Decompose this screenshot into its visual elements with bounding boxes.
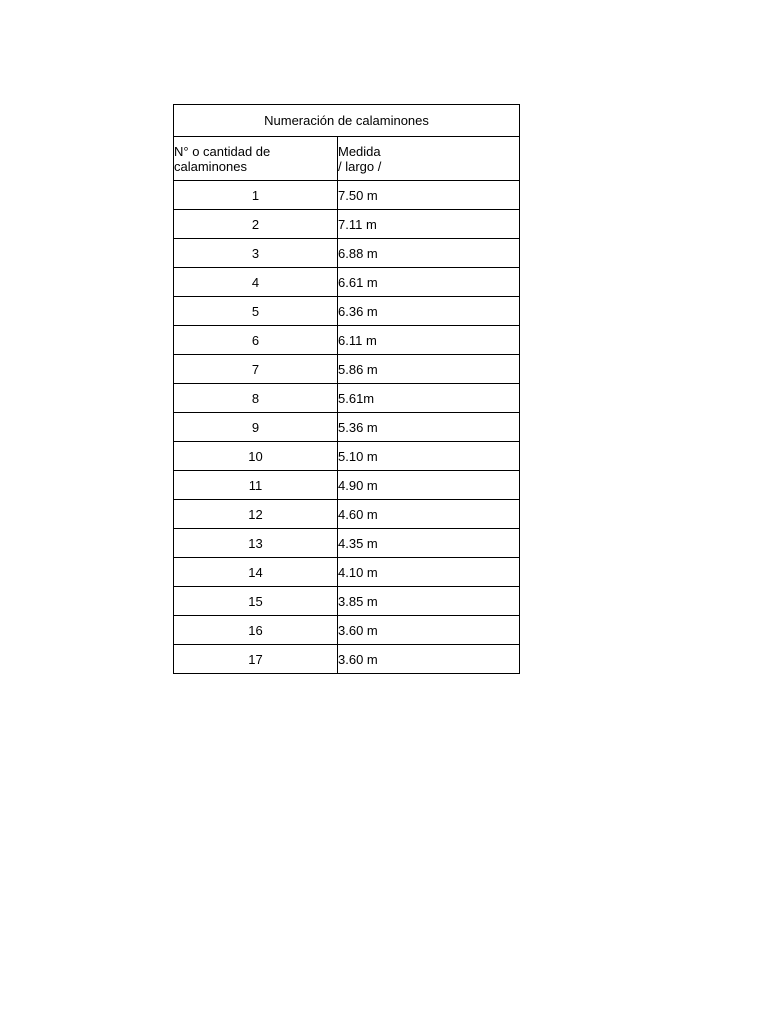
table-row — [174, 645, 520, 674]
table-row — [174, 326, 520, 355]
table-row — [174, 181, 520, 210]
quantity-cell: 13 — [174, 529, 338, 558]
quantity-cell: 3 — [174, 239, 338, 268]
quantity-cell: 4 — [174, 268, 338, 297]
header-length — [338, 137, 520, 181]
length-cell: 4.60 m — [338, 500, 520, 529]
length-cell: 6.61 m — [338, 268, 520, 297]
quantity-cell: 7 — [174, 355, 338, 384]
length-cell: 4.90 m — [338, 471, 520, 500]
header-length-line1: Medida — [338, 143, 381, 159]
table-title: Numeración de calaminones — [174, 105, 520, 137]
length-cell: 6.36 m — [338, 297, 520, 326]
quantity-cell: 11 — [174, 471, 338, 500]
table-row — [174, 239, 520, 268]
table-title-row — [174, 105, 520, 137]
table-row — [174, 210, 520, 239]
quantity-cell: 17 — [174, 645, 338, 674]
length-cell: 6.88 m — [338, 239, 520, 268]
length-cell: 7.11 m — [338, 210, 520, 239]
length-cell: 4.35 m — [338, 529, 520, 558]
header-quantity-line2: calaminones — [174, 158, 247, 174]
header-quantity — [174, 137, 338, 181]
length-cell: 4.10 m — [338, 558, 520, 587]
table-row — [174, 587, 520, 616]
table-row — [174, 500, 520, 529]
calaminones-table — [173, 104, 520, 674]
table-body — [174, 181, 520, 674]
length-cell: 5.36 m — [338, 413, 520, 442]
table-header-row — [174, 137, 520, 181]
quantity-cell: 8 — [174, 384, 338, 413]
table-row — [174, 355, 520, 384]
table-row — [174, 384, 520, 413]
table-row — [174, 268, 520, 297]
header-length-line2: / largo / — [338, 158, 382, 174]
length-cell: 5.10 m — [338, 442, 520, 471]
header-quantity-line1: N° o cantidad de — [174, 143, 271, 159]
length-cell: 5.61m — [338, 384, 520, 413]
quantity-cell: 16 — [174, 616, 338, 645]
table-row — [174, 442, 520, 471]
quantity-cell: 6 — [174, 326, 338, 355]
table-row — [174, 529, 520, 558]
quantity-cell: 15 — [174, 587, 338, 616]
quantity-cell: 5 — [174, 297, 338, 326]
quantity-cell: 1 — [174, 181, 338, 210]
quantity-cell: 9 — [174, 413, 338, 442]
quantity-cell: 10 — [174, 442, 338, 471]
table-row — [174, 558, 520, 587]
table-row — [174, 297, 520, 326]
length-cell: 3.85 m — [338, 587, 520, 616]
quantity-cell: 2 — [174, 210, 338, 239]
quantity-cell: 14 — [174, 558, 338, 587]
length-cell: 3.60 m — [338, 645, 520, 674]
length-cell: 3.60 m — [338, 616, 520, 645]
quantity-cell: 12 — [174, 500, 338, 529]
length-cell: 6.11 m — [338, 326, 520, 355]
table-row — [174, 616, 520, 645]
length-cell: 5.86 m — [338, 355, 520, 384]
length-cell: 7.50 m — [338, 181, 520, 210]
table-row — [174, 413, 520, 442]
table-row — [174, 471, 520, 500]
